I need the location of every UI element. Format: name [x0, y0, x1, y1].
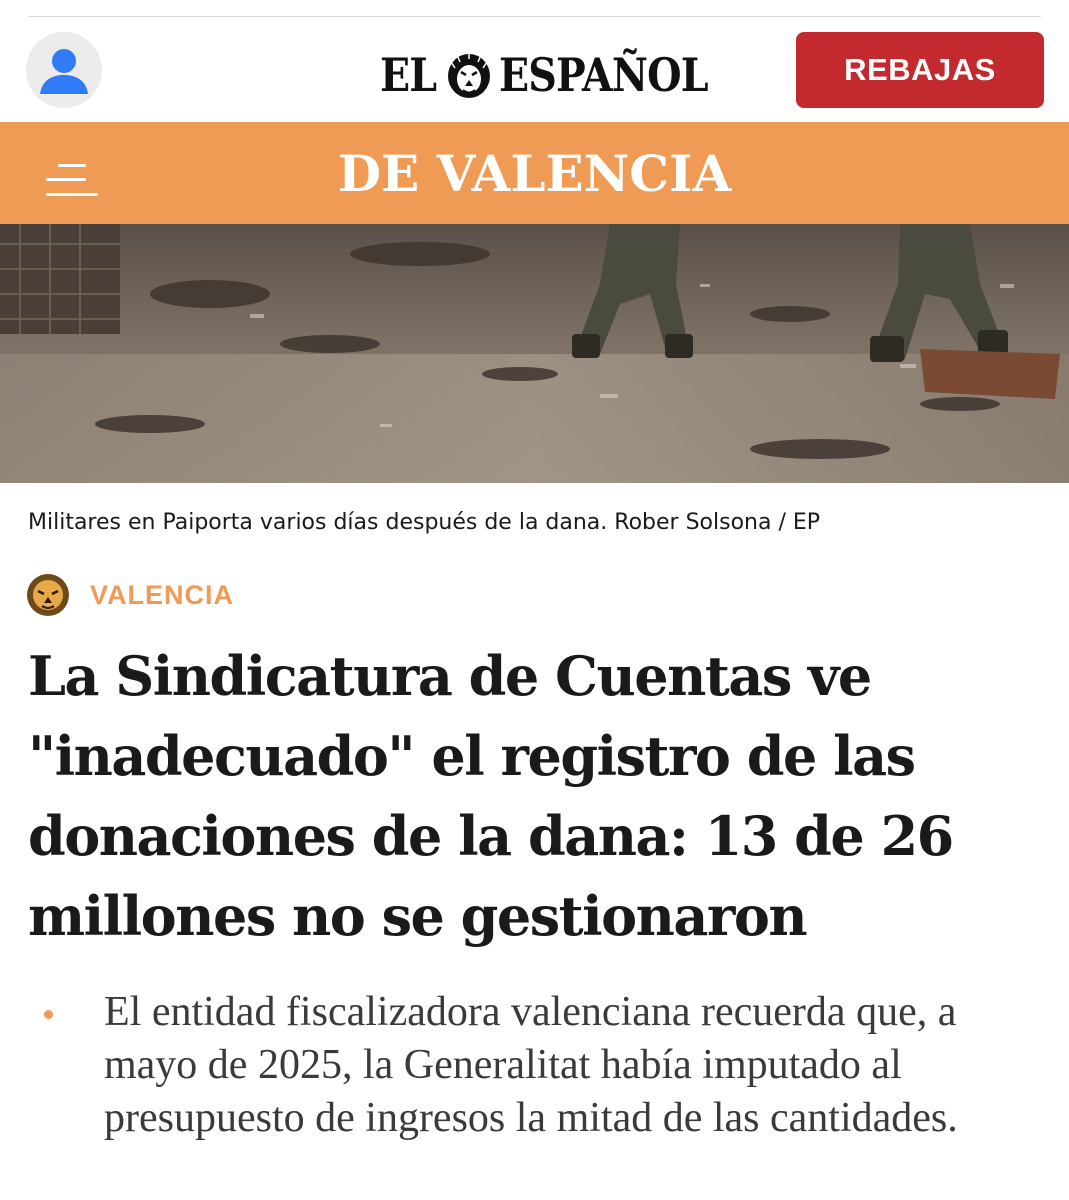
- article-summary: [28, 986, 1048, 1145]
- rebajas-button[interactable]: REBAJAS: [796, 32, 1044, 108]
- summary-item: [28, 986, 1048, 1145]
- section-bar: [0, 122, 1069, 224]
- summary-text: El entidad fiscalizadora valenciana recuerda que, a mayo de 2025, la Generalitat había imputado al presupuesto de ingresos la mitad de las cantidades.: [104, 989, 958, 1141]
- lion-logo-icon: [445, 50, 493, 100]
- section-tag[interactable]: [26, 573, 234, 617]
- section-title[interactable]: DE VALENCIA: [337, 144, 732, 203]
- image-caption: Militares en Paiporta varios días después de la dana. Rober Solsona / EP: [28, 510, 821, 535]
- user-avatar-icon[interactable]: [26, 32, 102, 108]
- site-header: [0, 17, 1069, 122]
- bullet-dot: [44, 1010, 53, 1019]
- hero-image: [0, 224, 1069, 483]
- section-tag-label: VALENCIA: [90, 579, 235, 610]
- logo-text-espanol: ESPAÑOL: [499, 48, 709, 102]
- logo-text-el: EL: [380, 48, 437, 102]
- site-logo[interactable]: [380, 47, 742, 103]
- lion-icon: [26, 573, 70, 617]
- article-headline: La Sindicatura de Cuentas ve "inadecuado" el registro de las donaciones de la dana: 13 de 26 millones no se gestionaron: [28, 644, 953, 948]
